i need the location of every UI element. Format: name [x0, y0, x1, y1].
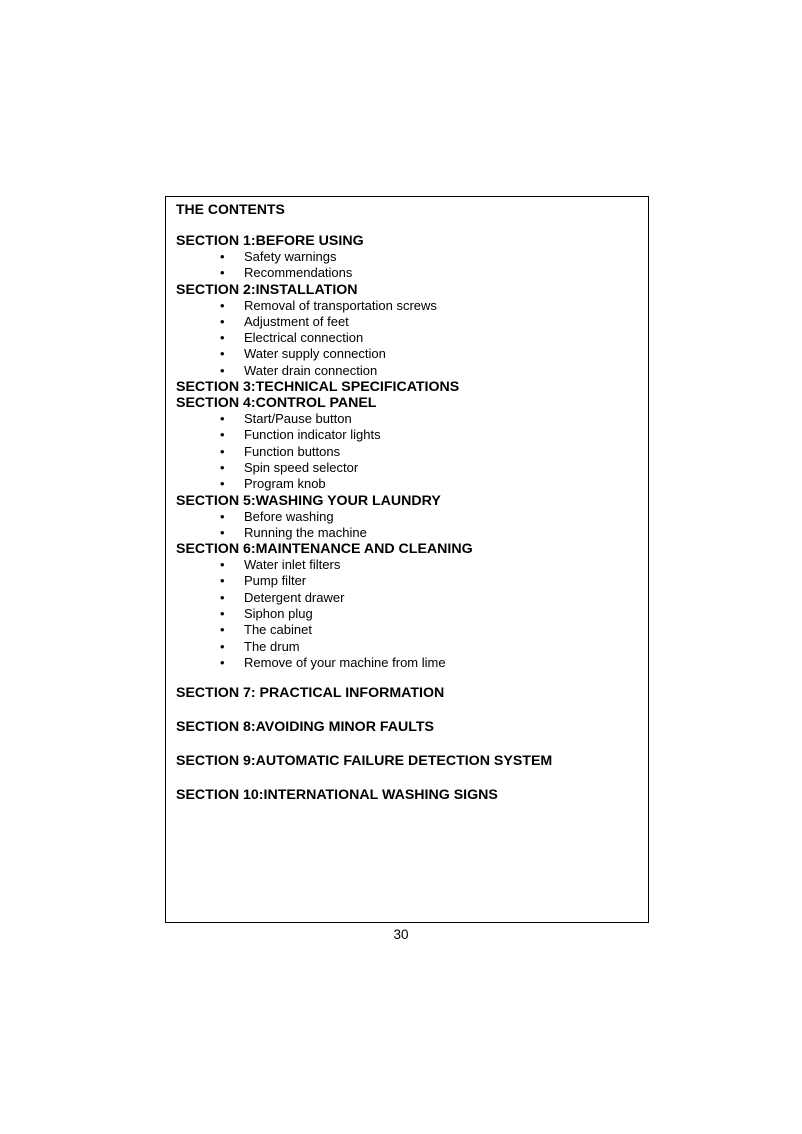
- bullet-icon: •: [220, 411, 225, 427]
- list-item-label: Pump filter: [244, 573, 307, 589]
- bullet-icon: •: [220, 654, 225, 670]
- list-item: [176, 444, 636, 460]
- list-item-label: Program knob: [244, 476, 326, 492]
- section-heading: SECTION 10:INTERNATIONAL WASHING SIGNS: [176, 787, 498, 804]
- list-item: [176, 573, 636, 589]
- list-item-label: Running the machine: [244, 524, 367, 540]
- list-item-label: Siphon plug: [244, 606, 313, 622]
- bullet-icon: •: [220, 249, 225, 264]
- section-heading: SECTION 9:AUTOMATIC FAILURE DETECTION SYSTEM: [176, 753, 553, 770]
- list-item-label: The cabinet: [244, 622, 312, 638]
- section-7: [176, 685, 636, 701]
- section-heading: SECTION 7: PRACTICAL INFORMATION: [176, 685, 445, 702]
- list-item-label: Water supply connection: [244, 346, 386, 362]
- list-item: [176, 476, 636, 492]
- section-heading: SECTION 4:CONTROL PANEL: [176, 395, 377, 412]
- contents-frame: [165, 196, 649, 923]
- list-item: [176, 427, 636, 443]
- list-item: [176, 460, 636, 476]
- list-item-label: Removal of transportation screws: [244, 297, 437, 313]
- list-item-label: Recommendations: [244, 265, 353, 281]
- list-item-label: Water inlet filters: [244, 557, 341, 573]
- list-item: [176, 557, 636, 573]
- list-item-label: Before washing: [244, 508, 334, 524]
- bullet-icon: •: [220, 573, 225, 589]
- bullet-icon: •: [220, 427, 225, 443]
- section-5: [176, 493, 636, 542]
- section-items: [176, 411, 636, 492]
- list-item-label: Safety warnings: [244, 249, 337, 264]
- section-heading: SECTION 5:WASHING YOUR LAUNDRY: [176, 492, 441, 509]
- list-item-label: Spin speed selector: [244, 459, 359, 475]
- bullet-icon: •: [220, 443, 225, 459]
- table-of-contents: [176, 233, 636, 803]
- list-item: [176, 606, 636, 622]
- section-6: [176, 541, 636, 671]
- bullet-icon: •: [220, 589, 225, 605]
- bullet-icon: •: [220, 524, 225, 540]
- bullet-icon: •: [220, 476, 225, 492]
- list-item-label: Detergent drawer: [244, 589, 345, 605]
- section-items: [176, 509, 636, 542]
- section-items: [176, 249, 636, 282]
- list-item: [176, 363, 636, 379]
- list-item: [176, 346, 636, 362]
- list-item: [176, 655, 636, 671]
- section-4: [176, 395, 636, 492]
- bullet-icon: •: [220, 313, 225, 329]
- list-item-label: Adjustment of feet: [244, 313, 349, 329]
- section-heading: SECTION 3:TECHNICAL SPECIFICATIONS: [176, 379, 460, 396]
- section-1: [176, 233, 636, 282]
- bullet-icon: •: [220, 346, 225, 362]
- list-item: [176, 249, 636, 265]
- section-heading: SECTION 2:INSTALLATION: [176, 281, 358, 298]
- bullet-icon: •: [220, 508, 225, 524]
- list-item: [176, 525, 636, 541]
- list-item-label: Electrical connection: [244, 330, 364, 346]
- list-item: [176, 411, 636, 427]
- list-item-label: Function indicator lights: [244, 427, 381, 443]
- page-title: THE CONTENTS: [176, 201, 285, 217]
- list-item-label: Function buttons: [244, 443, 341, 459]
- list-item-label: Remove of your machine from lime: [244, 654, 446, 670]
- list-item: [176, 590, 636, 606]
- bullet-icon: •: [220, 638, 225, 654]
- list-item: [176, 639, 636, 655]
- section-heading: SECTION 1:BEFORE USING: [176, 233, 364, 249]
- page-number: 30: [393, 927, 409, 942]
- section-3: [176, 379, 636, 395]
- section-8: [176, 719, 636, 735]
- section-items: [176, 298, 636, 379]
- bullet-icon: •: [220, 557, 225, 573]
- list-item: [176, 265, 636, 281]
- list-item: [176, 314, 636, 330]
- section-2: [176, 282, 636, 379]
- bullet-icon: •: [220, 362, 225, 378]
- section-items: [176, 557, 636, 671]
- bullet-icon: •: [220, 459, 225, 475]
- section-heading: SECTION 6:MAINTENANCE AND CLEANING: [176, 541, 473, 558]
- section-heading: SECTION 8:AVOIDING MINOR FAULTS: [176, 719, 435, 736]
- bullet-icon: •: [220, 297, 225, 313]
- list-item: [176, 298, 636, 314]
- bullet-icon: •: [220, 265, 225, 281]
- bullet-icon: •: [220, 606, 225, 622]
- list-item: [176, 509, 636, 525]
- section-10: [176, 787, 636, 803]
- list-item: [176, 330, 636, 346]
- list-item-label: The drum: [244, 638, 300, 654]
- list-item: [176, 622, 636, 638]
- list-item-label: Start/Pause button: [244, 411, 352, 427]
- bullet-icon: •: [220, 330, 225, 346]
- bullet-icon: •: [220, 622, 225, 638]
- section-9: [176, 753, 636, 769]
- list-item-label: Water drain connection: [244, 362, 378, 378]
